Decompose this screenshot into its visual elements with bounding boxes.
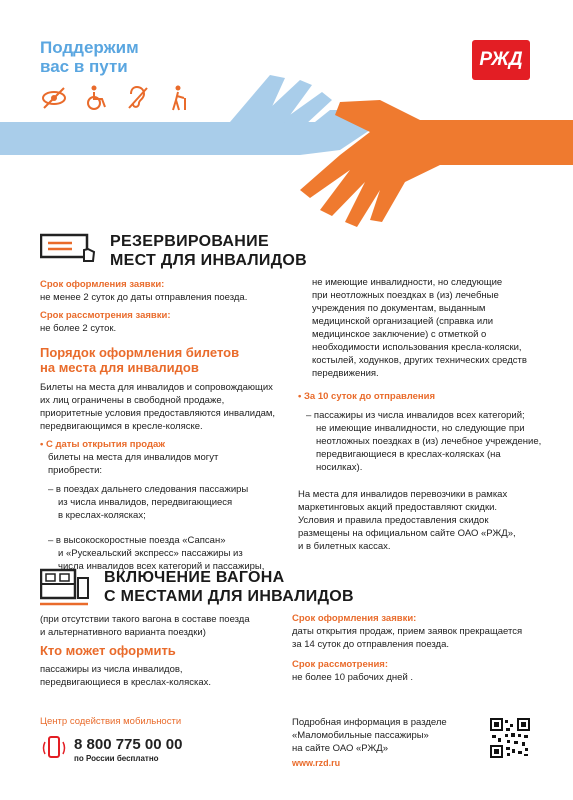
- train-car-icon: [40, 568, 90, 608]
- more-info-text: Подробная информация в разделе «Маломобильные пассажиры» на сайте ОАО «РЖД»: [292, 717, 447, 754]
- section2-note: (при отсутствии такого вагона в составе поезда и альтернативного варианта поездки): [40, 614, 250, 638]
- deadline-value: не менее 2 суток до даты отправления поезда.: [40, 292, 248, 303]
- bullet-open-sales-text: билеты на места для инвалидов могут приобрести:: [48, 452, 219, 476]
- blue-hand-fingers: [230, 75, 332, 125]
- mobility-center-label: Центр содействия мобильности: [40, 716, 182, 727]
- hearing-impaired-icon: [124, 84, 152, 112]
- deadline-label: Срок оформления заявки:: [40, 279, 165, 290]
- who-can-apply-title: Кто может оформить: [40, 643, 176, 658]
- procedure-intro: Билеты на места для инвалидов и сопровождающих их лиц ограничены в свободной продаже, приоритетные условия предоставляются инвалидам, передвигающимся в кресле-коляске.: [40, 382, 276, 432]
- review-label: Срок рассмотрения:: [292, 659, 389, 670]
- slogan: Поддержим вас в пути: [40, 38, 139, 76]
- qr-code-icon: [490, 718, 530, 758]
- discount-text: На места для инвалидов перевозчики в рамках маркетинговых акций предоставляют скидки. Условия и правила предоставления скидок размещены на официальном сайте ОАО «РЖД», и в билетных кассах.: [298, 489, 516, 552]
- section1-left-column: [40, 279, 280, 573]
- wheelchair-icon: [82, 84, 110, 112]
- list-item: – в поездах дальнего следования пассажиры из числа инвалидов, передвигающиеся в креслах-колясках;: [48, 484, 249, 521]
- reservation-icon: [40, 232, 98, 264]
- deadline-value: даты открытия продаж, прием заявок прекращается за 14 суток до отправления поезда.: [292, 626, 523, 650]
- phone-number[interactable]: 8 800 775 00 00: [74, 736, 183, 753]
- right-column-continuation: не имеющие инвалидности, но следующие при неотложных поездках в (из) лечебные учреждения по документам, выданным медицинской организацией (справка или медицинское заключение) с отметкой о необходимости использования кресла-коляски, костылей, ходунков, других технических средств передвижения.: [312, 277, 527, 379]
- phone-icon: [40, 734, 68, 762]
- accessibility-icons: [40, 84, 194, 112]
- bullet-open-sales: • С даты открытия продаж: [40, 439, 166, 450]
- section2-right-column: [292, 613, 542, 684]
- review-value: не более 10 рабочих дней .: [292, 672, 414, 683]
- section2-left-column: [40, 613, 285, 689]
- review-value: не более 2 суток.: [40, 323, 117, 334]
- blue-hand-shape: [0, 110, 370, 155]
- procedure-title: Порядок оформления билетов на места для инвалидов: [40, 345, 240, 375]
- who-can-apply-text: пассажиры из числа инвалидов, передвигающиеся в креслах-колясках.: [40, 664, 211, 688]
- rzd-logo: РЖД: [472, 40, 530, 80]
- phone-note: по России бесплатно: [74, 754, 159, 763]
- list-item: – пассажиры из числа инвалидов всех категорий; не имеющие инвалидности, но следующие при неотложных поездках в (из) лечебное учреждение, передвигающиеся в креслах-колясках (на носилках).: [306, 410, 542, 473]
- website-link[interactable]: www.rzd.ru: [292, 758, 341, 768]
- list-item: – в высокоскоростные поезда «Сапсан» и «Рускеальский экспресс» пассажиры из числа инвалидов всех категорий и пассажиры,: [48, 535, 265, 572]
- section2-title: ВКЛЮЧЕНИЕ ВАГОНА С МЕСТАМИ ДЛЯ ИНВАЛИДОВ: [104, 569, 354, 605]
- section1-right-column: [298, 276, 543, 553]
- section1-title: РЕЗЕРВИРОВАНИЕ МЕСТ ДЛЯ ИНВАЛИДОВ: [110, 233, 308, 269]
- deadline-label: Срок оформления заявки:: [292, 613, 417, 624]
- bullet-10-days: • За 10 суток до отправления: [298, 391, 436, 402]
- review-label: Срок рассмотрения заявки:: [40, 310, 171, 321]
- visually-impaired-icon: [40, 84, 68, 112]
- elderly-person-icon: [166, 84, 194, 112]
